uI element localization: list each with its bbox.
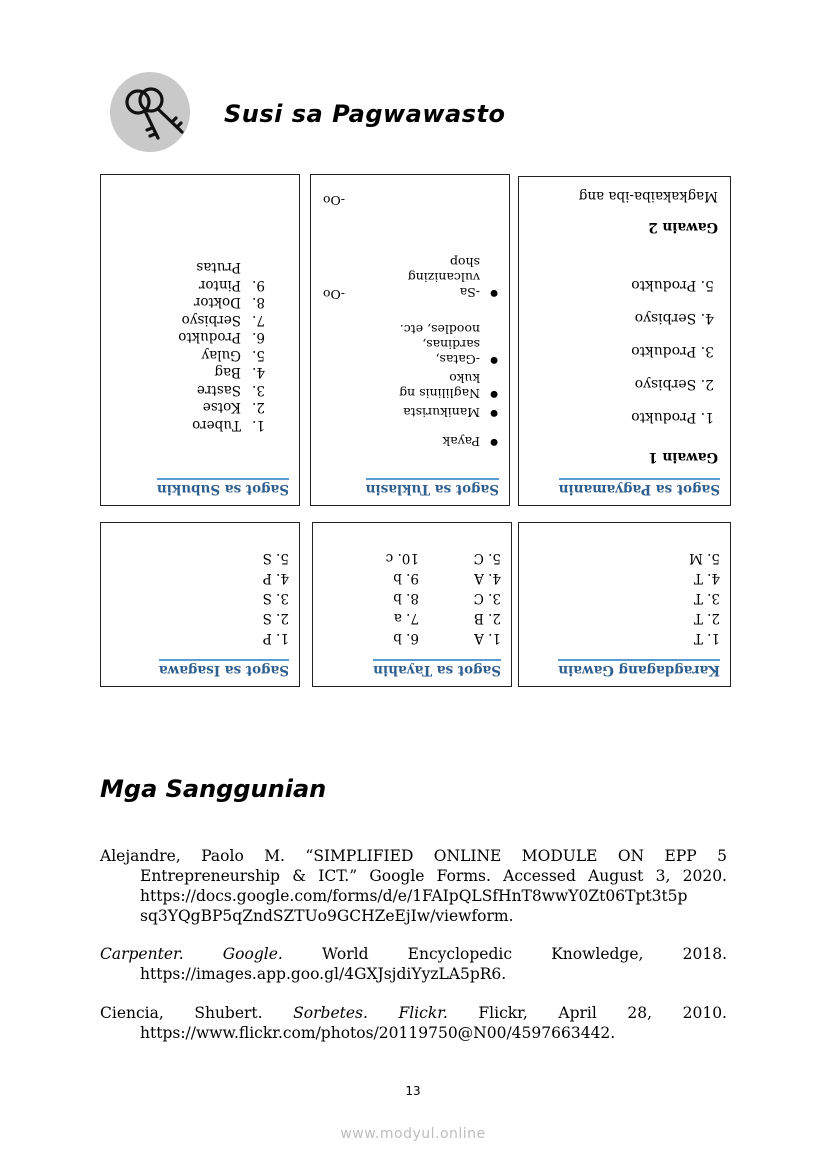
list-item: 3.Sastre [196, 382, 265, 398]
pagyamanin-answer-box [518, 176, 731, 506]
tuklasin-title: Sagot sa Tuklasin [321, 478, 499, 497]
keys-icon [110, 72, 190, 152]
reference-link: sq3YQgBP5qZndSZTUo9GCHZeEjIw/viewform. [140, 907, 514, 925]
list-item: 2.Kotse [202, 399, 265, 416]
reference-line: Ciencia, Shubert. Sorbetes. Flickr. Flickr, April 28, 2010. [100, 1004, 727, 1022]
list-item: 2. T [693, 610, 720, 626]
tayahin-answer-list-left [473, 548, 501, 648]
list-item: 4. Serbisyo [634, 310, 714, 326]
subukin-answer-list [178, 258, 265, 433]
footer-watermark: www.modyul.online [340, 1126, 486, 1142]
list-item: 1. P [262, 630, 289, 646]
reference-link: https://www.flickr.com/photos/20119750@N00/4597663442. [140, 1024, 616, 1042]
page-title: Susi sa Pagwawasto [224, 100, 506, 128]
list-item: 2. Serbisyo [634, 376, 714, 392]
gawain-1-answer-list [631, 268, 714, 433]
reference-link: https://images.app.goo.gl/4GXJsjdiYyzLA5pR6. [140, 965, 507, 983]
isagawa-answer-box [100, 522, 300, 687]
list-item: 5. C [473, 550, 501, 566]
isagawa-answer-list [263, 548, 289, 648]
tuklasin-answer-box [310, 174, 510, 506]
karagdagang-gawain-answer-box [518, 522, 731, 687]
list-item: 2. S [262, 610, 289, 626]
list-item: 4. A [474, 570, 501, 586]
gawain-2-answer: Magkakaiba-iba ang [578, 188, 718, 204]
tayahin-answer-box [312, 522, 512, 687]
tuklasin-answer-oo-2: -Oo [323, 193, 345, 208]
list-item: 3. Produkto [631, 343, 714, 359]
list-item: 6. b [393, 630, 419, 646]
tayahin-title: Sagot sa Tayahin [323, 659, 501, 678]
list-item: 7. a [393, 610, 419, 626]
list-item: 1.Tubero [192, 417, 265, 433]
list-item: 8.Doktor [193, 294, 265, 311]
list-item: ● -Gatas, sardinas, noodles, etc. [399, 322, 498, 367]
karagdagang-gawain-title: Karagdagang Gawain [529, 659, 720, 678]
tuklasin-bullet-list [399, 251, 498, 449]
subukin-answer-box [100, 174, 300, 506]
references-title: Mga Sanggunian [100, 775, 327, 803]
reference-line: Carpenter. Google. World Encyclopedic Knowledge, 2018. [100, 945, 728, 963]
list-item: 8. b [393, 590, 419, 606]
page-number: 13 [405, 1084, 421, 1098]
keys-icon-graphic [110, 72, 190, 152]
list-item: 9. b [393, 570, 419, 586]
list-item: Prutas [196, 259, 241, 276]
tuklasin-answer-oo-1: -Oo [323, 287, 345, 302]
tayahin-answer-list-right [386, 548, 419, 648]
list-item: 4. T [693, 570, 720, 586]
gawain-1-heading: Gawain 1 [648, 449, 718, 465]
list-item: 1. Produkto [631, 409, 714, 425]
list-item: ● Naglilinis ng kuko [399, 371, 498, 401]
list-item: 7.Serbisyo [181, 312, 265, 328]
list-item: 10. c [385, 550, 419, 566]
subukin-title: Sagot sa Subukin [111, 478, 289, 497]
list-item: 5. M [689, 550, 720, 566]
reference-ciencia [100, 1003, 727, 1043]
list-item: ● Payak [399, 434, 498, 449]
gawain-2-heading: Gawain 2 [648, 219, 718, 235]
list-item: 1. T [693, 630, 720, 646]
list-item: 3. S [262, 590, 289, 606]
isagawa-title: Sagot sa Isagawa [111, 659, 289, 678]
pagyamanin-title: Sagot sa Pagyamanin [529, 478, 720, 497]
reference-line: Alejandre, Paolo M. “SIMPLIFIED ONLINE MODULE ON EPP 5 [100, 847, 727, 865]
list-item: 5. S [262, 550, 289, 566]
reference-carpenter [100, 944, 727, 984]
list-item: 5.Gulay [201, 347, 265, 363]
karagdagang-gawain-answer-list [689, 548, 720, 648]
list-item: ● -Sa vulcanizing shop [399, 255, 498, 300]
list-item: 4. P [262, 570, 289, 586]
list-item: 1. A [474, 630, 501, 646]
reference-alejandre [100, 846, 727, 926]
list-item: 2. B [473, 610, 501, 626]
list-item: 9.Pintor [198, 277, 265, 293]
list-item: 6.Produkto [178, 329, 265, 346]
list-item: 3. C [473, 590, 501, 606]
list-item: ● Manikurista [399, 405, 498, 420]
reference-line: Entrepreneurship & ICT.” Google Forms. Accessed August 3, 2020. [140, 867, 727, 885]
list-item: 4.Bag [214, 364, 265, 381]
list-item: 3. T [693, 590, 720, 606]
list-item: 5. Produkto [631, 277, 714, 293]
reference-link: https://docs.google.com/forms/d/e/1FAIpQLSfHnT8wwY0Zt06Tpt3t5p [140, 887, 688, 905]
